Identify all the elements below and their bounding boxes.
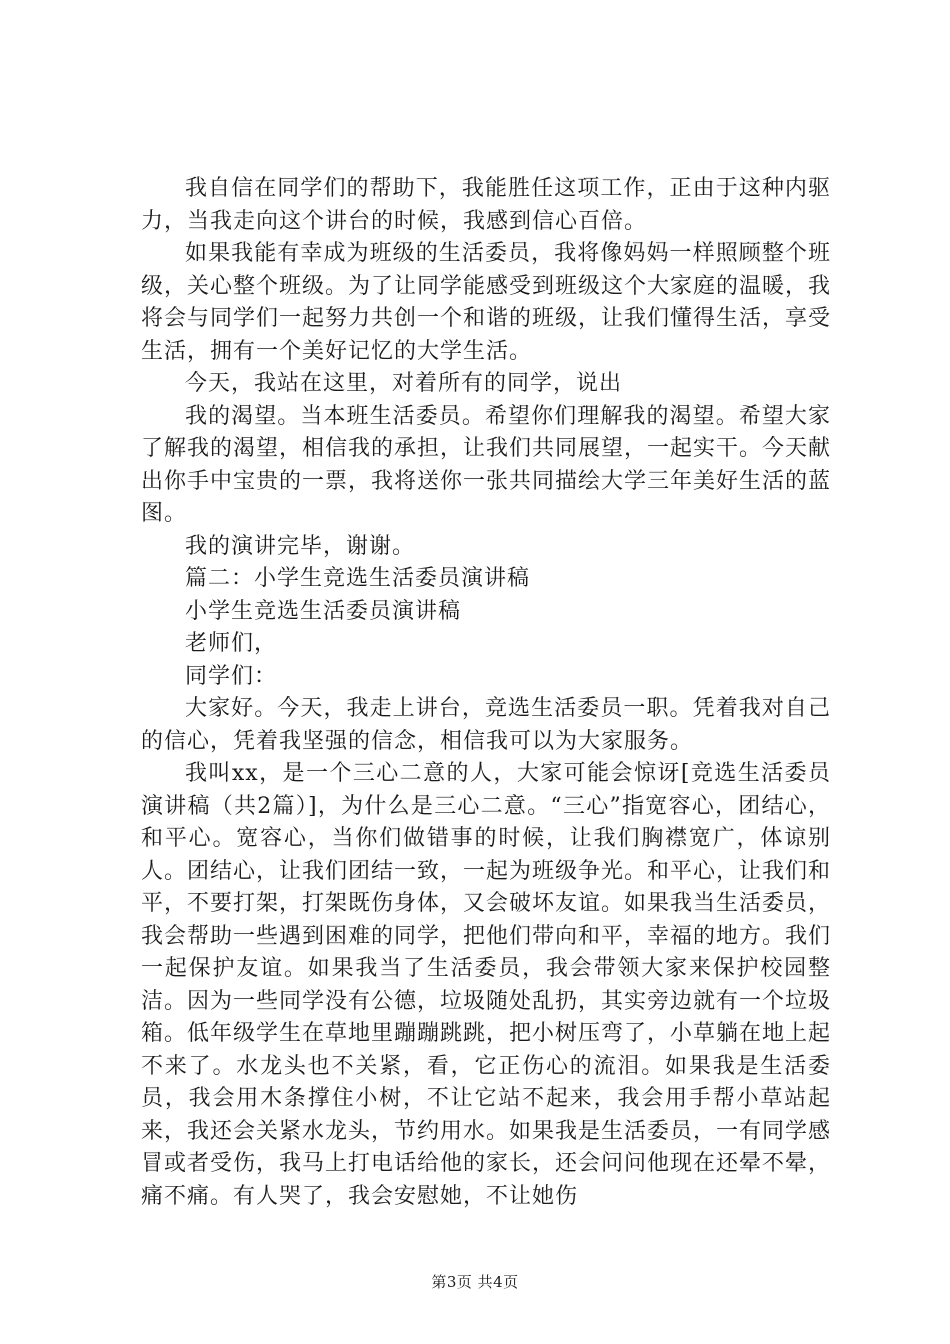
paragraph: 我叫xx，是一个三心二意的人，大家可能会惊讶[竞选生活委员演讲稿（共2篇）]，为什么是三心二意。“三心”指宽容心，团结心，和平心。宽容心，当你们做错事的时候，让我们胸襟宽广，体谅别人。团结心，让我们团结一致，一起为班级争光。和平心，让我们和平，不要打架，打架既伤身体，又会破坏友谊。如果我当生活委员，我会帮助一些遇到困难的同学，把他们带向和平，幸福的地方。我们一起保护友谊。如果我当了生活委员，我会带领大家来保护校园整洁。因为一些同学没有公德，垃圾随处乱扔，其实旁边就有一个垃圾箱。低年级学生在草地里蹦蹦跳跳，把小树压弯了，小草躺在地上起不来了。水龙头也不关紧，看，它正伤心的流泪。如果我是生活委员，我会用木条撑住小树，不让它站不起来，我会用手帮小草站起来，我还会关紧水龙头，节约用水。如果我是生活委员，一有同学感冒或者受伤，我马上打电话给他的家长，还会问问他现在还晕不晕，痛不痛。有人哭了，我会安慰她，不让她伤 [141,761,832,1209]
paragraph: 我的演讲完毕，谢谢。 [185,533,416,559]
section-heading: 篇二：小学生竞选生活委员演讲稿 [185,566,531,591]
paragraph: 今天，我站在这里，对着所有的同学，说出 [185,371,623,396]
page-number-footer: 第3页 共4页 [431,1273,519,1291]
paragraph: 如果我能有幸成为班级的生活委员，我将像妈妈一样照顾整个班级，关心整个班级。为了让同学能感受到班级这个大家庭的温暖，我将会与同学们一起努力共创一个和谐的班级，让我们懂得生活，享受生活，拥有一个美好记忆的大学生活。 [141,241,832,364]
paragraph: 我的渴望。当本班生活委员。希望你们理解我的渴望。希望大家了解我的渴望，相信我的承担，让我们共同展望，一起实干。今天献出你手中宝贵的一票，我将送你一张共同描绘大学三年美好生活的蓝图。 [141,403,832,526]
salutation: 老师们， [185,631,278,656]
paragraph: 大家好。今天，我走上讲台，竞选生活委员一职。凭着我对自己的信心，凭着我坚强的信念，相信我可以为大家服务。 [141,696,831,754]
document-body [141,173,831,1213]
paragraph: 我自信在同学们的帮助下，我能胜任这项工作，正由于这种内驱力，当我走向这个讲台的时候，我感到信心百倍。 [141,176,831,234]
speech-title: 小学生竞选生活委员演讲稿 [185,598,462,624]
salutation: 同学们： [185,663,278,689]
